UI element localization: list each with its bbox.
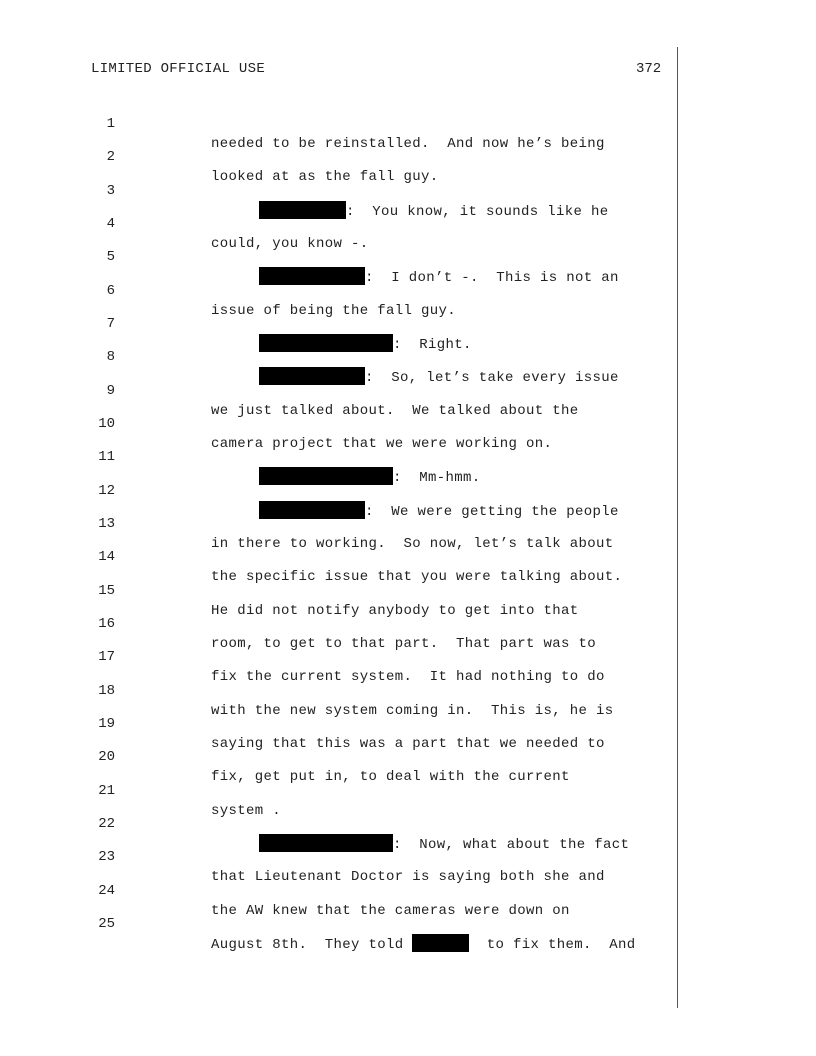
transcript-line (0, 127, 680, 185)
transcript-line (0, 361, 680, 419)
line-text: August 8th. They told (211, 937, 413, 953)
transcript-line (0, 561, 680, 619)
transcript-line (0, 594, 680, 652)
transcript-line (0, 94, 680, 152)
line-text: fix, get put in, to deal with the current (211, 769, 570, 785)
line-text: saying that this was a part that we needed to (211, 736, 605, 752)
transcript-line (0, 727, 680, 785)
transcript-line (0, 294, 680, 353)
transcript-line (0, 227, 680, 286)
transcript-line (0, 827, 680, 885)
line-text: room, to get to that part. That part was to (211, 636, 597, 652)
line-text: : I don’t -. This is not an (365, 270, 619, 286)
transcript-line (0, 194, 680, 252)
line-text: needed to be reinstalled. And now he’s being (211, 136, 605, 152)
line-number: 18 (98, 683, 115, 699)
transcript-line (0, 694, 680, 752)
transcript-line (0, 261, 680, 319)
line-number: 1 (106, 116, 115, 132)
line-text: He did not notify anybody to get into that (211, 603, 579, 619)
line-text: : You know, it sounds like he (346, 204, 609, 220)
line-text: we just talked about. We talked about the (211, 403, 579, 419)
line-number: 9 (106, 383, 115, 399)
line-text: system . (211, 803, 282, 819)
line-number: 2 (106, 149, 115, 165)
line-number: 25 (98, 916, 115, 932)
line-text: issue of being the fall guy. (211, 303, 457, 319)
line-number: 19 (98, 716, 115, 732)
line-text: camera project that we were working on. (211, 436, 553, 452)
line-text: : So, let’s take every issue (365, 370, 619, 386)
line-number: 16 (98, 616, 115, 632)
line-number: 24 (98, 883, 115, 899)
line-text-with-redaction (211, 934, 636, 955)
transcript-line (0, 761, 680, 819)
line-text: could, you know -. (211, 236, 369, 252)
line-number: 17 (98, 649, 115, 665)
line-number: 4 (106, 216, 115, 232)
transcript-line (0, 327, 680, 386)
transcript-line (0, 494, 680, 552)
line-number: 13 (98, 516, 115, 532)
line-text: looked at as the fall guy. (211, 169, 439, 185)
line-number: 6 (106, 283, 115, 299)
redaction-box (412, 934, 469, 952)
transcript-line (0, 861, 680, 919)
line-text: fix the current system. It had nothing to do (211, 669, 605, 685)
transcript-line (0, 627, 680, 685)
line-text: the AW knew that the cameras were down on (211, 903, 570, 919)
transcript-line (0, 794, 680, 853)
line-text: : We were getting the people (365, 504, 619, 520)
line-number: 14 (98, 549, 115, 565)
line-text: with the new system coming in. This is, he is (211, 703, 614, 719)
line-text: that Lieutenant Doctor is saying both she and (211, 869, 605, 885)
line-number: 5 (106, 249, 115, 265)
line-number: 12 (98, 483, 115, 499)
transcript-line (0, 394, 680, 452)
line-number: 10 (98, 416, 115, 432)
line-number: 7 (106, 316, 115, 332)
line-number: 15 (98, 583, 115, 599)
line-text: : Now, what about the fact (393, 837, 630, 853)
line-number: 22 (98, 816, 115, 832)
classification-header: LIMITED OFFICIAL USE (91, 61, 266, 77)
transcript-line (0, 461, 680, 520)
line-text: to fix them. And (469, 937, 636, 953)
line-number: 8 (106, 349, 115, 365)
line-text: : Right. (393, 337, 472, 353)
transcript-line (0, 661, 680, 719)
line-number: 23 (98, 849, 115, 865)
transcript-line (0, 894, 680, 953)
line-number: 20 (98, 749, 115, 765)
line-number: 11 (98, 449, 115, 465)
line-text: : Mm-hmm. (393, 470, 481, 486)
page-number: 372 (636, 61, 662, 77)
transcript-line (0, 161, 680, 220)
line-number: 21 (98, 783, 115, 799)
transcript-line (0, 427, 680, 486)
line-number: 3 (106, 183, 115, 199)
line-text: the specific issue that you were talking about. (211, 569, 623, 585)
transcript-line (0, 527, 680, 585)
line-text: in there to working. So now, let’s talk about (211, 536, 614, 552)
